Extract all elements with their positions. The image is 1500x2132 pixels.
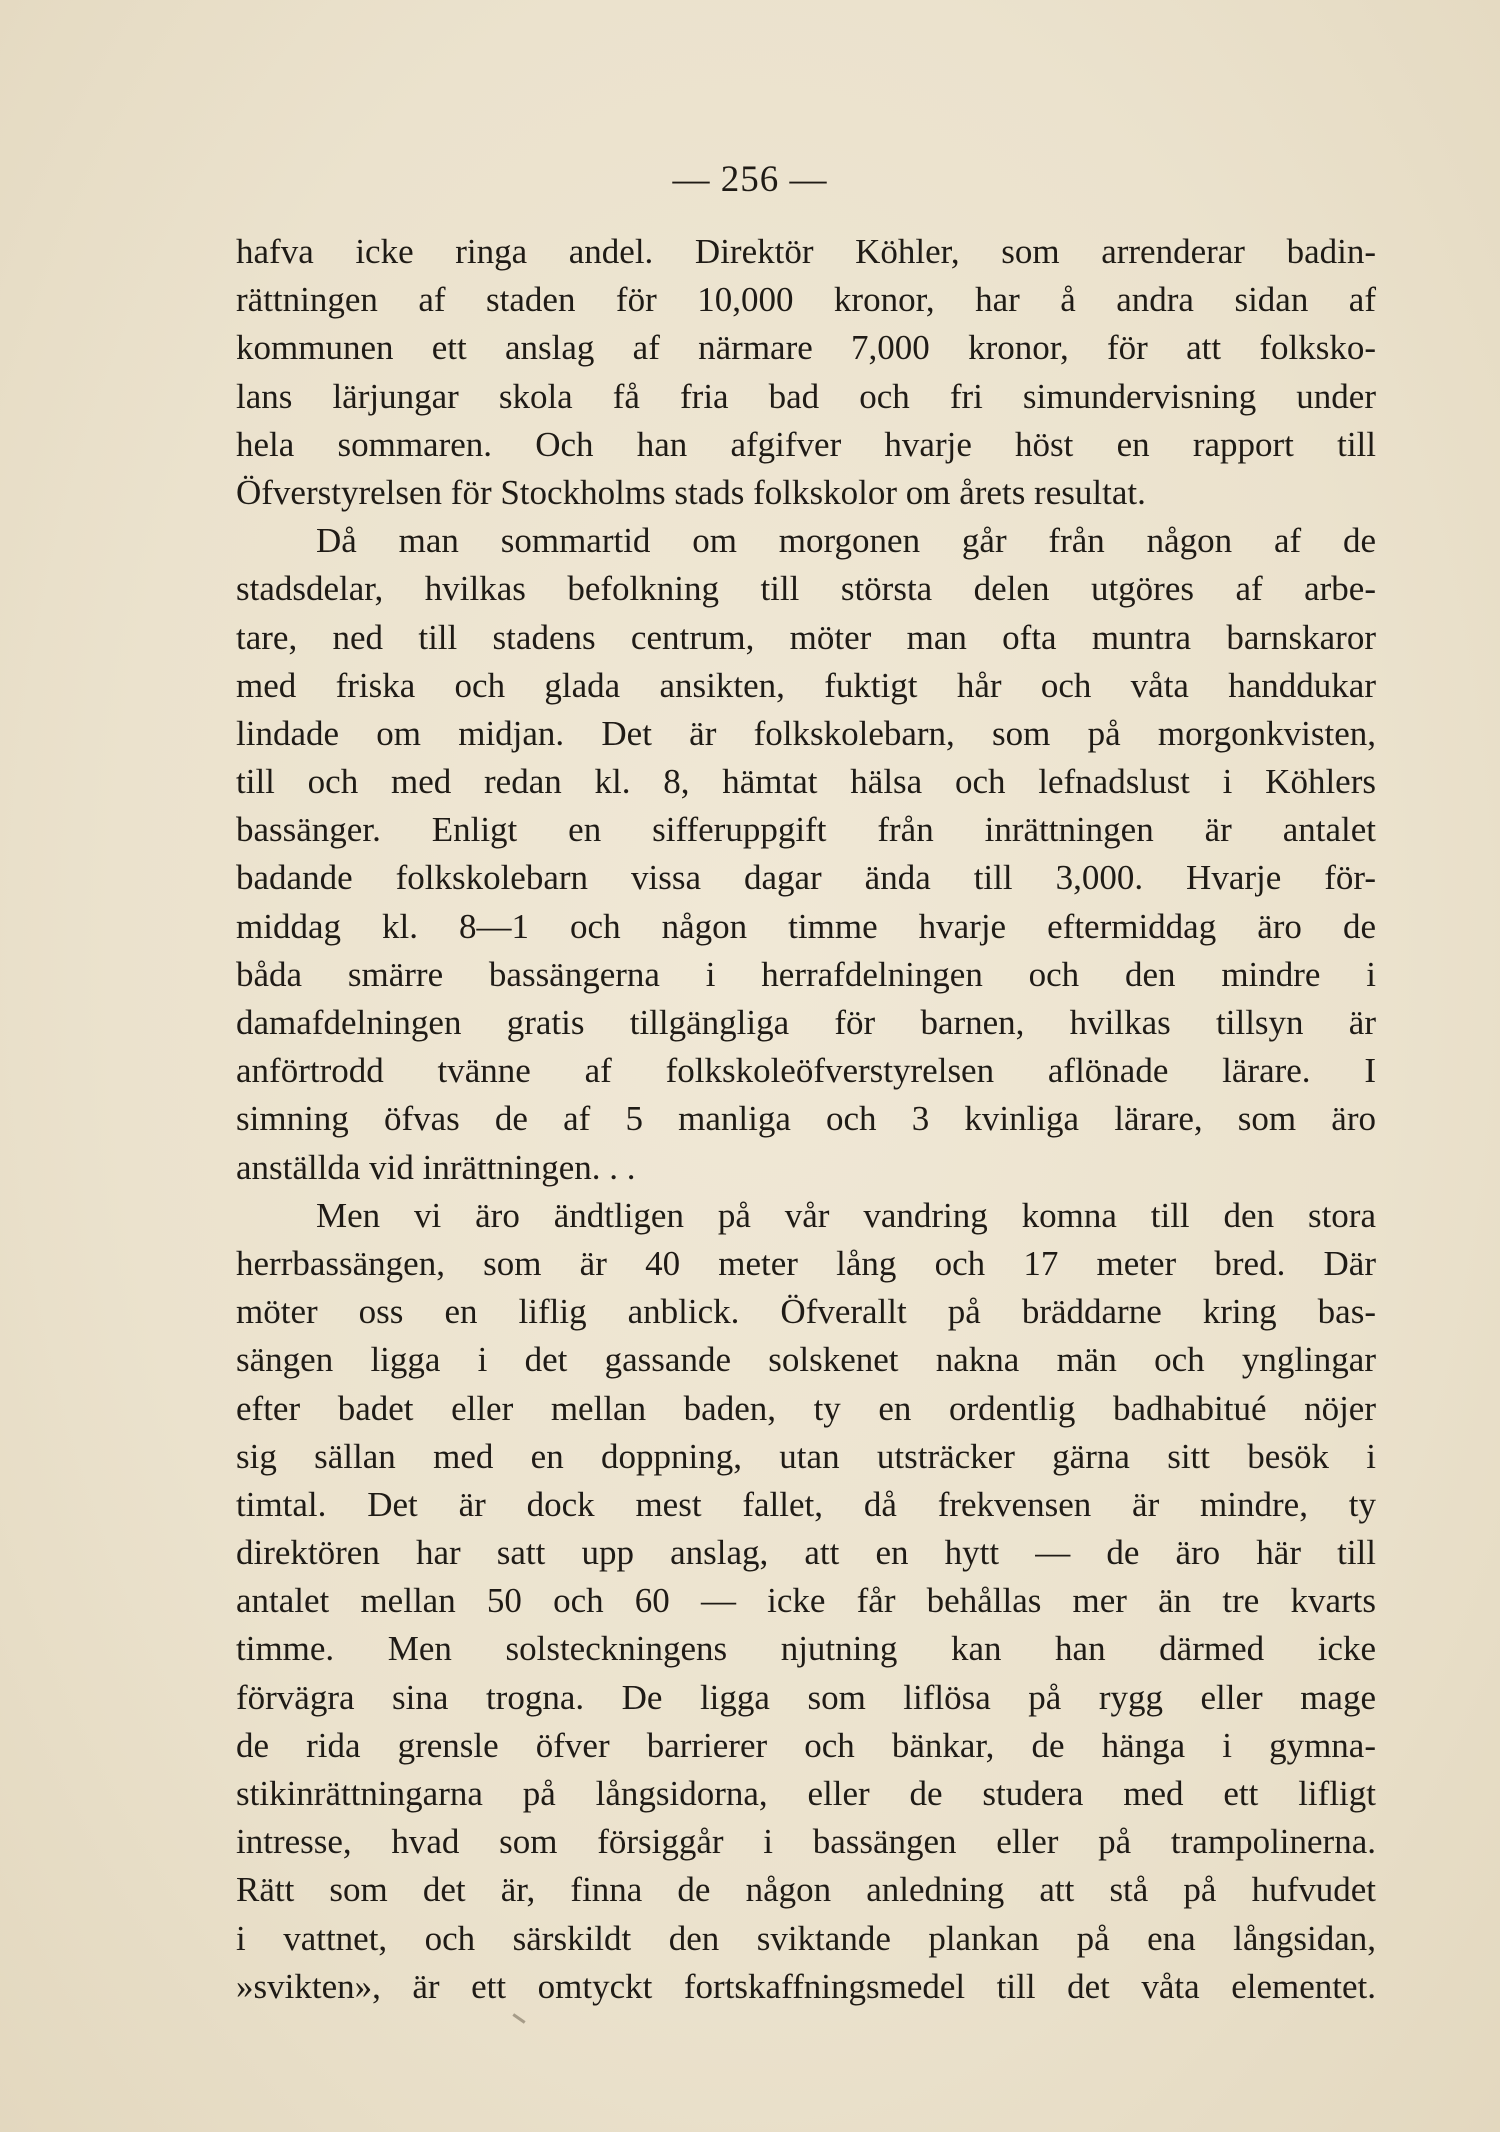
text-line: direktören har satt upp anslag, att en hytt — de äro här till [236, 1533, 1376, 1573]
text-line: antalet mellan 50 och 60 — icke får behållas mer än tre kvarts [236, 1581, 1376, 1621]
text-line: Då man sommartid om morgonen går från någon af de [316, 521, 1376, 561]
text-line: förvägra sina trogna. De ligga som liflösa på rygg eller mage [236, 1677, 1376, 1717]
body-text [236, 228, 1376, 2011]
text-line: lans lärjungar skola få fria bad och fri simundervisning under [236, 376, 1376, 416]
text-line: med friska och glada ansikten, fuktigt hår och våta handdukar [236, 665, 1376, 705]
page-number: — 256 — [672, 159, 828, 200]
text-line: lindade om midjan. Det är folkskolebarn, som på morgonkvisten, [236, 713, 1376, 753]
text-line: i vattnet, och särskildt den sviktande plankan på ena långsidan, [236, 1918, 1376, 1958]
text-line: anförtrodd tvänne af folkskoleöfverstyrelsen aflönade lärare. I [236, 1051, 1376, 1091]
ink-speck [512, 2013, 525, 2023]
text-line: hafva icke ringa andel. Direktör Köhler, som arrenderar badin- [236, 232, 1376, 271]
text-line: stadsdelar, hvilkas befolkning till största delen utgöres af arbe- [236, 569, 1376, 609]
text-line: efter badet eller mellan baden, ty en ordentlig badhabitué nöjer [236, 1388, 1376, 1428]
text-line: kommunen ett anslag af närmare 7,000 kronor, för att folksko- [236, 328, 1376, 368]
text-line: Men vi äro ändtligen på vår vandring komna till den stora [316, 1195, 1376, 1235]
text-line: till och med redan kl. 8, hämtat hälsa och lefnadslust i Köhlers [236, 762, 1376, 802]
text-line: herrbassängen, som är 40 meter lång och 17 meter bred. Där [236, 1243, 1376, 1283]
text-line: sängen ligga i det gassande solskenet nakna män och ynglingar [236, 1340, 1376, 1380]
text-line: »svikten», är ett omtyckt fortskaffningsmedel till det våta elementet. [236, 1966, 1376, 2006]
text-line: stikinrättningarna på långsidorna, eller de studera med ett lifligt [236, 1774, 1376, 1813]
text-line: sig sällan med en doppning, utan utsträcker gärna sitt besök i [236, 1436, 1376, 1476]
text-line: Rätt som det är, finna de någon anledning att stå på hufvudet [236, 1870, 1376, 1910]
text-line: intresse, hvad som försiggår i bassängen eller på trampolinerna. [236, 1822, 1376, 1862]
text-line: båda smärre bassängerna i herrafdelningen och den mindre i [236, 954, 1376, 994]
text-line: rättningen af staden för 10,000 kronor, har å andra sidan af [236, 280, 1376, 320]
text-line: möter oss en liflig anblick. Öfverallt på bräddarne kring bas- [236, 1292, 1376, 1332]
text-line: damafdelningen gratis tillgängliga för barnen, hvilkas tillsyn är [236, 1003, 1376, 1042]
text-line: timtal. Det är dock mest fallet, då frekvensen är mindre, ty [236, 1484, 1376, 1524]
text-line: timme. Men solsteckningens njutning kan han därmed icke [236, 1629, 1376, 1669]
text-line: badande folkskolebarn vissa dagar ända till 3,000. Hvarje för- [236, 858, 1376, 898]
text-line: middag kl. 8—1 och någon timme hvarje eftermiddag äro de [236, 906, 1376, 946]
text-line: hela sommaren. Och han afgifver hvarje höst en rapport till [236, 424, 1376, 464]
text-line: simning öfvas de af 5 manliga och 3 kvinliga lärare, som äro [236, 1099, 1376, 1139]
text-line: anställda vid inrättningen. . . [236, 1147, 636, 1187]
text-line: bassänger. Enligt en sifferuppgift från inrättningen är antalet [236, 810, 1376, 850]
text-line: tare, ned till stadens centrum, möter man ofta muntra barnskaror [236, 617, 1376, 657]
text-line: de rida grensle öfver barrierer och bänkar, de hänga i gymna- [236, 1725, 1376, 1765]
text-line: Öfverstyrelsen för Stockholms stads folkskolor om årets resultat. [236, 472, 1146, 512]
